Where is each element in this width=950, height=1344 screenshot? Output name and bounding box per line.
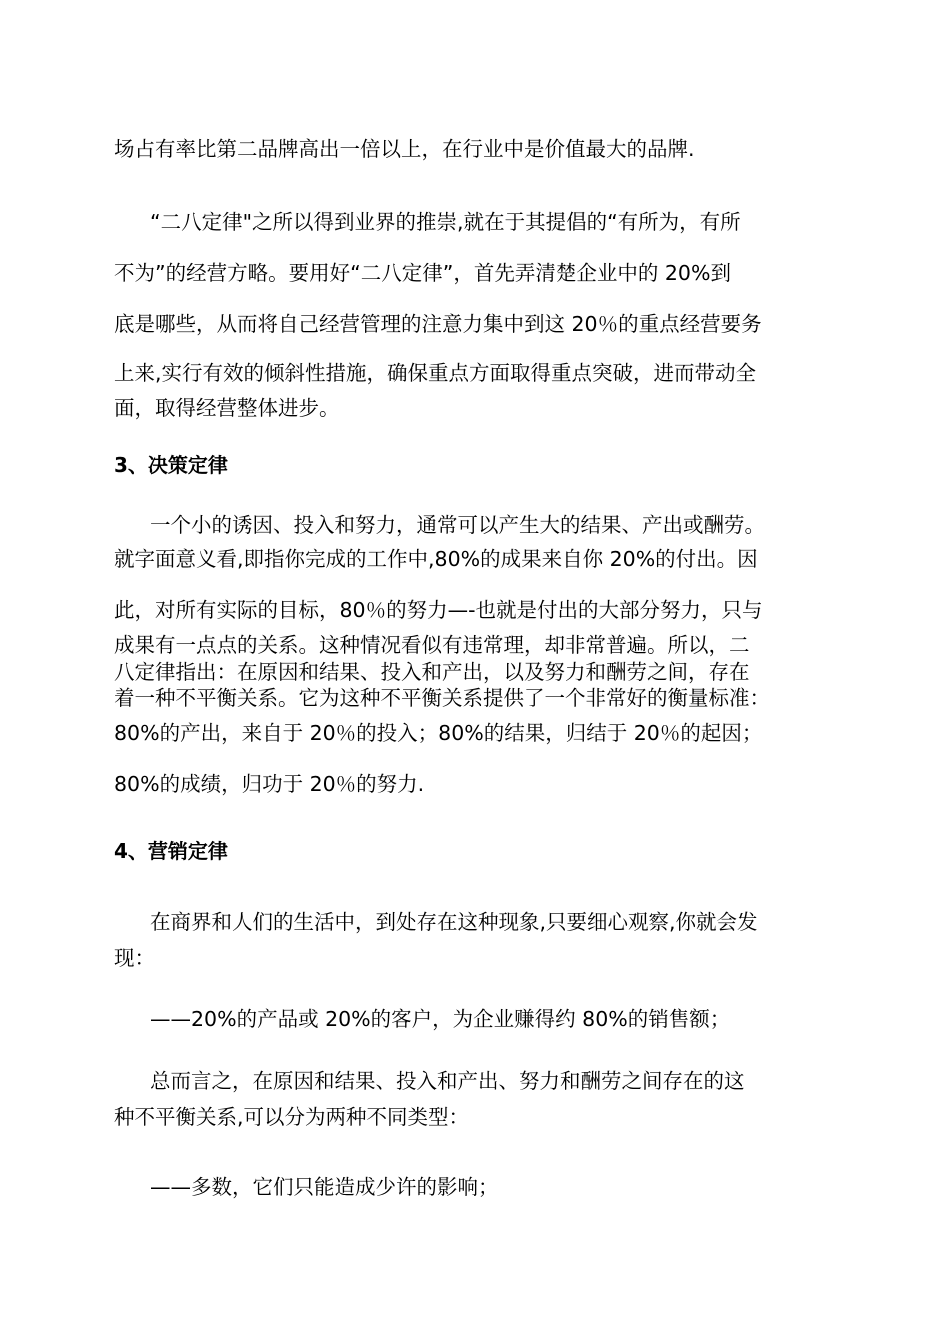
paragraph-line: 在商界和人们的生活中，到处存在这种现象,只要细心观察,你就会发 xyxy=(150,910,758,934)
paragraph-line: 成果有一点点的关系。这种情况看似有违常理，却非常普遍。所以，二 xyxy=(114,633,750,657)
paragraph-line: 此，对所有实际的目标，80％的努力—-也就是付出的大部分努力，只与 xyxy=(114,598,763,622)
paragraph-line: 现： xyxy=(114,946,155,970)
paragraph-line: 着一种不平衡关系。它为这种不平衡关系提供了一个非常好的衡量标准： xyxy=(114,686,770,710)
paragraph-line: “二八定律"之所以得到业界的推崇,就在于其提倡的“有所为，有所 xyxy=(150,210,741,234)
paragraph-line: 上来,实行有效的倾斜性措施，确保重点方面取得重点突破，进而带动全 xyxy=(114,361,757,385)
paragraph-line: 八定律指出：在原因和结果、投入和产出，以及努力和酬劳之间，存在 xyxy=(114,660,750,684)
paragraph-line: 面，取得经营整体进步。 xyxy=(114,396,340,420)
paragraph-line: 种不平衡关系,可以分为两种不同类型： xyxy=(114,1105,470,1129)
list-line: ——多数，它们只能造成少许的影响； xyxy=(150,1175,499,1199)
paragraph-line: 底是哪些，从而将自己经营管理的注意力集中到这 20％的重点经营要务 xyxy=(114,312,762,336)
section-heading-4: 4、营销定律 xyxy=(114,839,228,863)
paragraph-line: 80%的成绩，归功于 20％的努力. xyxy=(114,772,425,796)
paragraph-line: 总而言之，在原因和结果、投入和产出、努力和酬劳之间存在的这 xyxy=(150,1069,745,1093)
paragraph-line: 80%的产出，来自于 20％的投入；80%的结果，归结于 20％的起因； xyxy=(114,721,763,745)
paragraph-line: 场占有率比第二品牌高出一倍以上，在行业中是价值最大的品牌. xyxy=(114,137,695,161)
paragraph-line: 不为”的经营方略。要用好“二八定律”，首先弄清楚企业中的 20%到 xyxy=(114,261,731,285)
section-heading-3: 3、决策定律 xyxy=(114,453,228,477)
paragraph-line: 就字面意义看,即指你完成的工作中,80%的成果来自你 20%的付出。因 xyxy=(114,547,758,571)
list-line: ——20%的产品或 20%的客户，为企业赚得约 80%的销售额； xyxy=(150,1007,731,1031)
paragraph-line: 一个小的诱因、投入和努力，通常可以产生大的结果、产出或酬劳。 xyxy=(150,513,765,537)
